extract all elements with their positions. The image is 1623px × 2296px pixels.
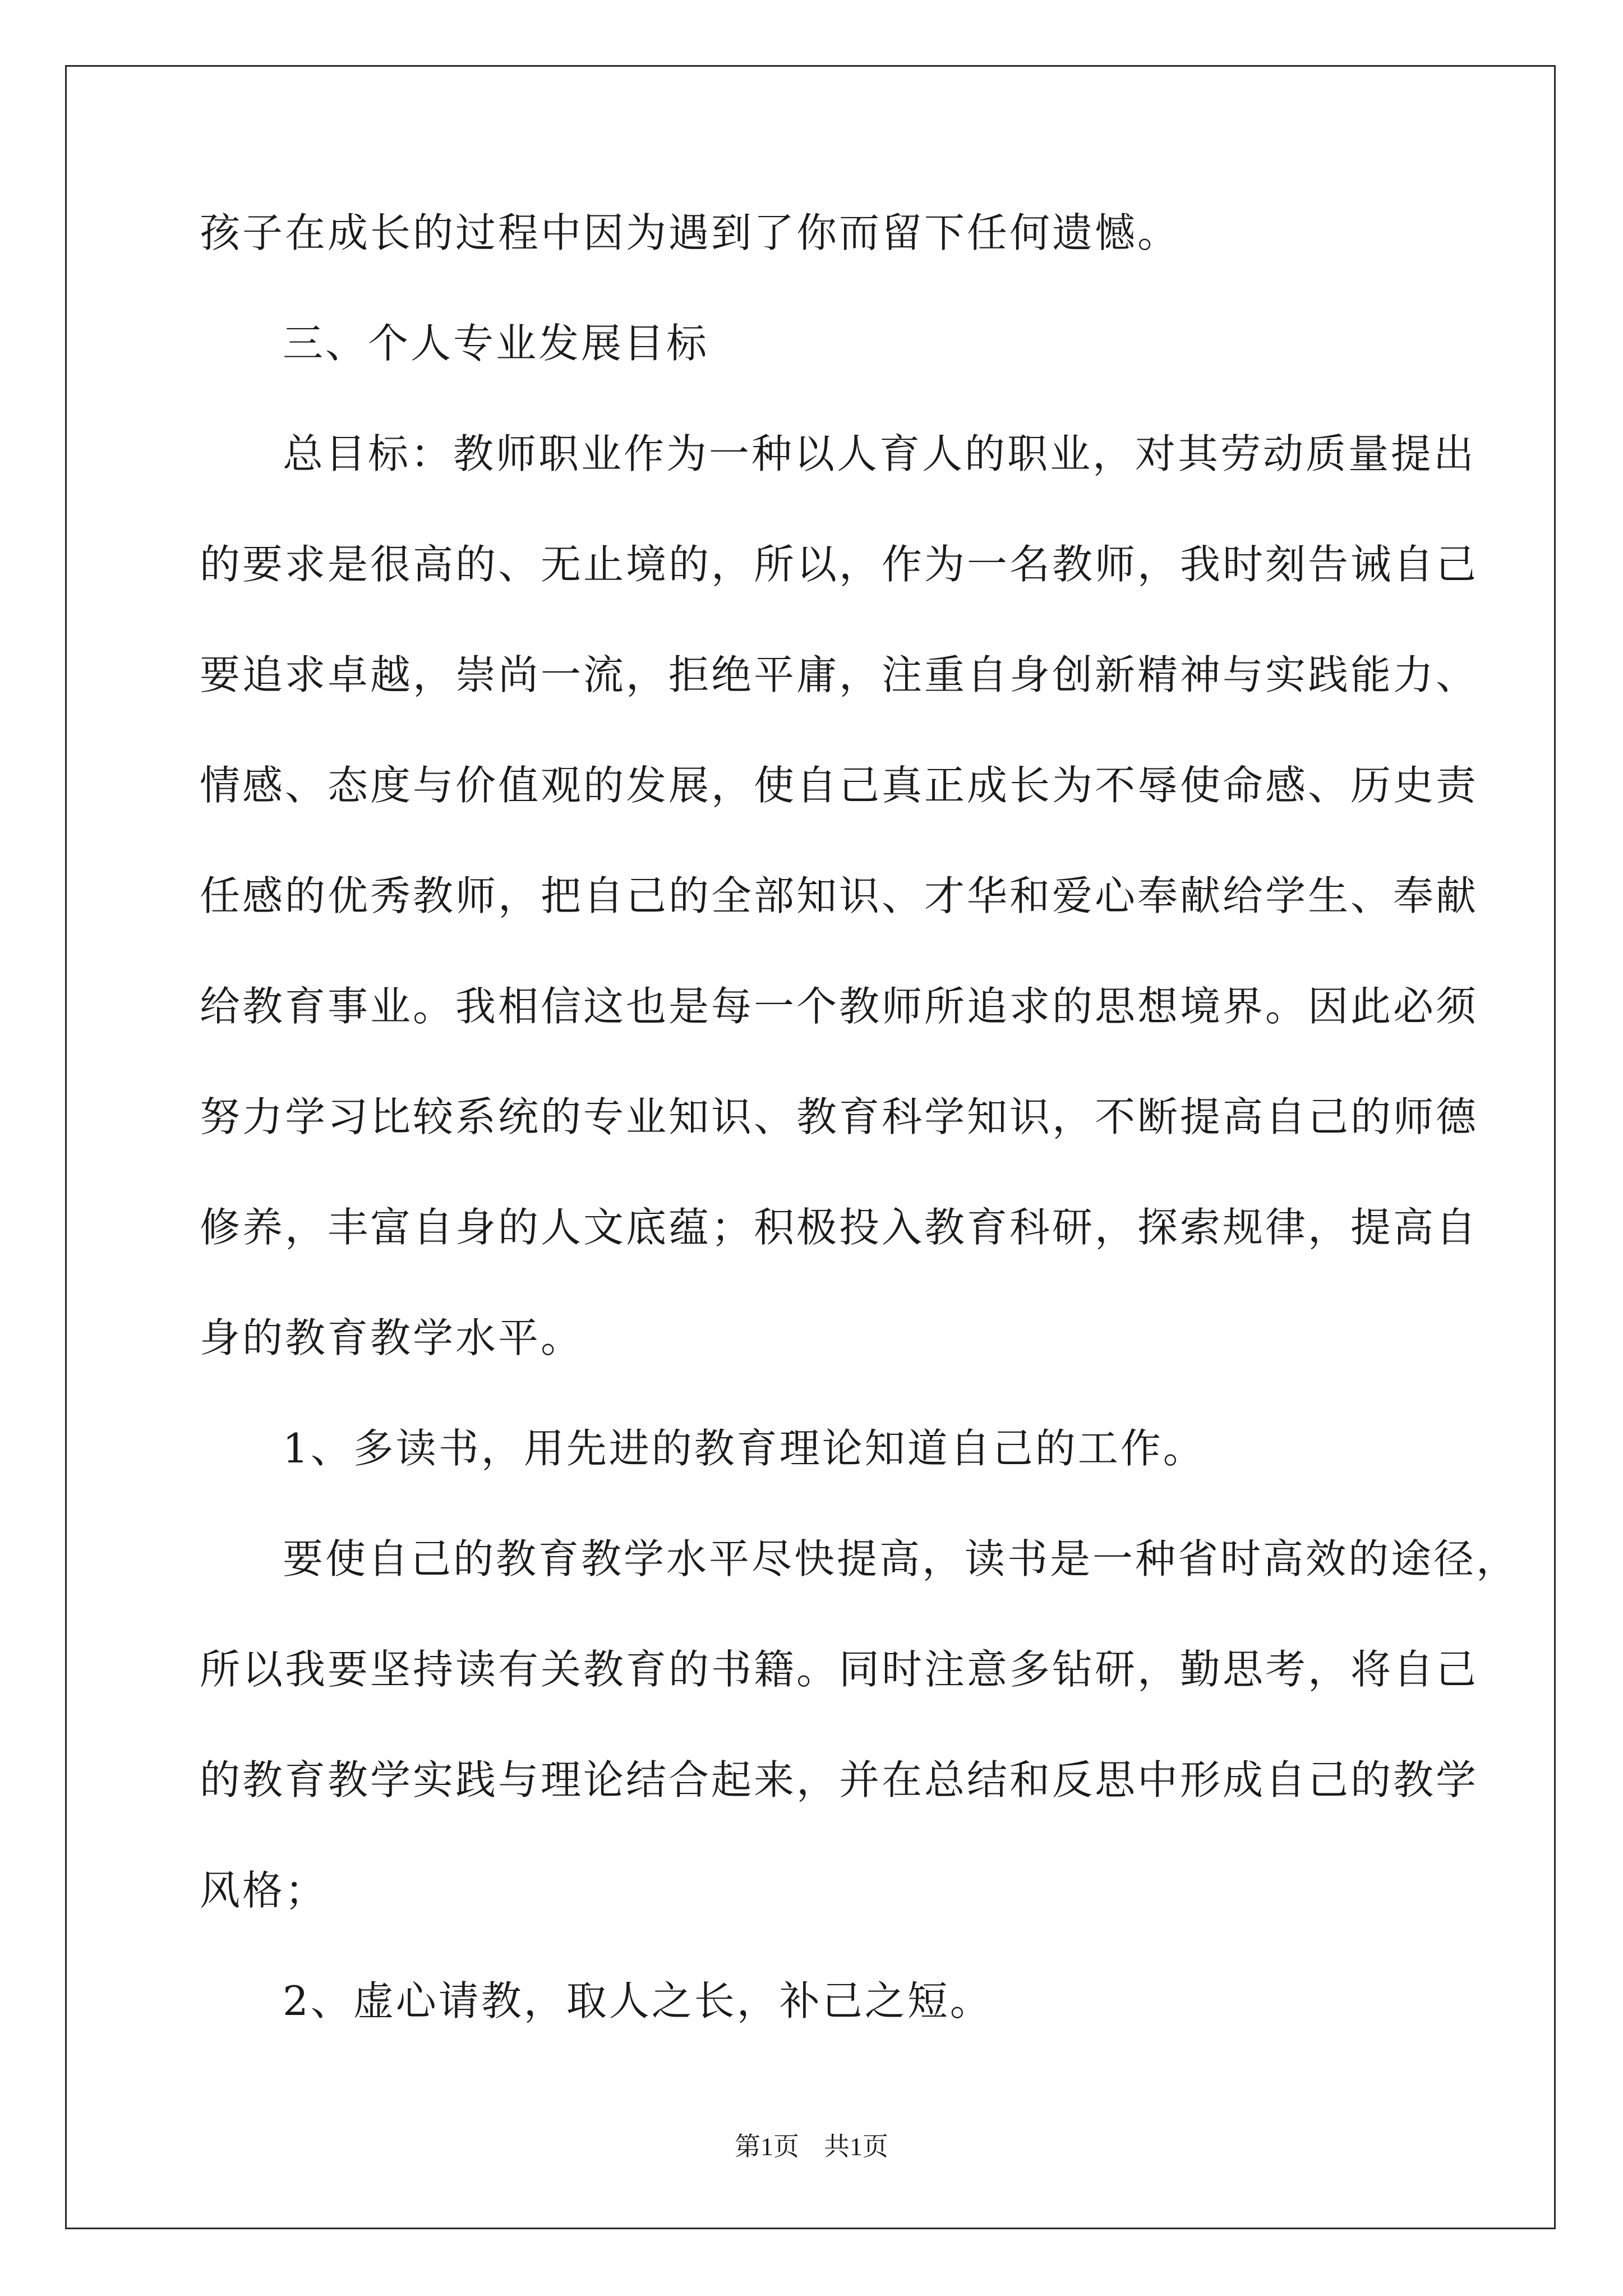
page-total: 共1页 <box>824 2132 888 2161</box>
text-line: 要使自己的教育教学水平尽快提高，读书是一种省时高效的途径， <box>283 1535 1519 1582</box>
text-line: 要追求卓越，崇尚一流，拒绝平庸，注重自身创新精神与实践能力、 <box>200 651 1479 698</box>
page-number: 第1页 <box>735 2132 799 2161</box>
text-line: 的教育教学实践与理论结合起来，并在总结和反思中形成自己的教学 <box>200 1756 1479 1803</box>
text-line: 努力学习比较系统的专业知识、教育科学知识，不断提高自己的师德 <box>200 1093 1479 1140</box>
page-footer <box>0 2130 1623 2164</box>
section-heading: 三、个人专业发展目标 <box>283 320 709 367</box>
text-line: 身的教育教学水平。 <box>200 1314 584 1361</box>
text-line: 所以我要坚持读有关教育的书籍。同时注意多钻研，勤思考，将自己 <box>200 1646 1479 1693</box>
text-line: 给教育事业。我相信这也是每一个教师所追求的思想境界。因此必须 <box>200 983 1479 1030</box>
text-line: 情感、态度与价值观的发展，使自己真正成长为不辱使命感、历史责 <box>200 762 1479 809</box>
list-item-heading: 2、虚心请教，取人之长，补己之短。 <box>283 1977 993 2024</box>
text-line: 风格； <box>200 1867 328 1914</box>
text-line: 的要求是很高的、无止境的，所以，作为一名教师，我时刻告诫自己 <box>200 541 1479 588</box>
text-line: 总目标：教师职业作为一种以人育人的职业，对其劳动质量提出 <box>283 430 1477 477</box>
list-item-heading: 1、多读书，用先进的教育理论知道自己的工作。 <box>283 1425 1206 1472</box>
text-line: 任感的优秀教师，把自己的全部知识、才华和爱心奉献给学生、奉献 <box>200 872 1479 919</box>
text-line: 修养，丰富自身的人文底蕴；积极投入教育科研，探索规律，提高自 <box>200 1204 1479 1251</box>
text-line: 孩子在成长的过程中因为遇到了你而留下任何遗憾。 <box>200 209 1181 256</box>
